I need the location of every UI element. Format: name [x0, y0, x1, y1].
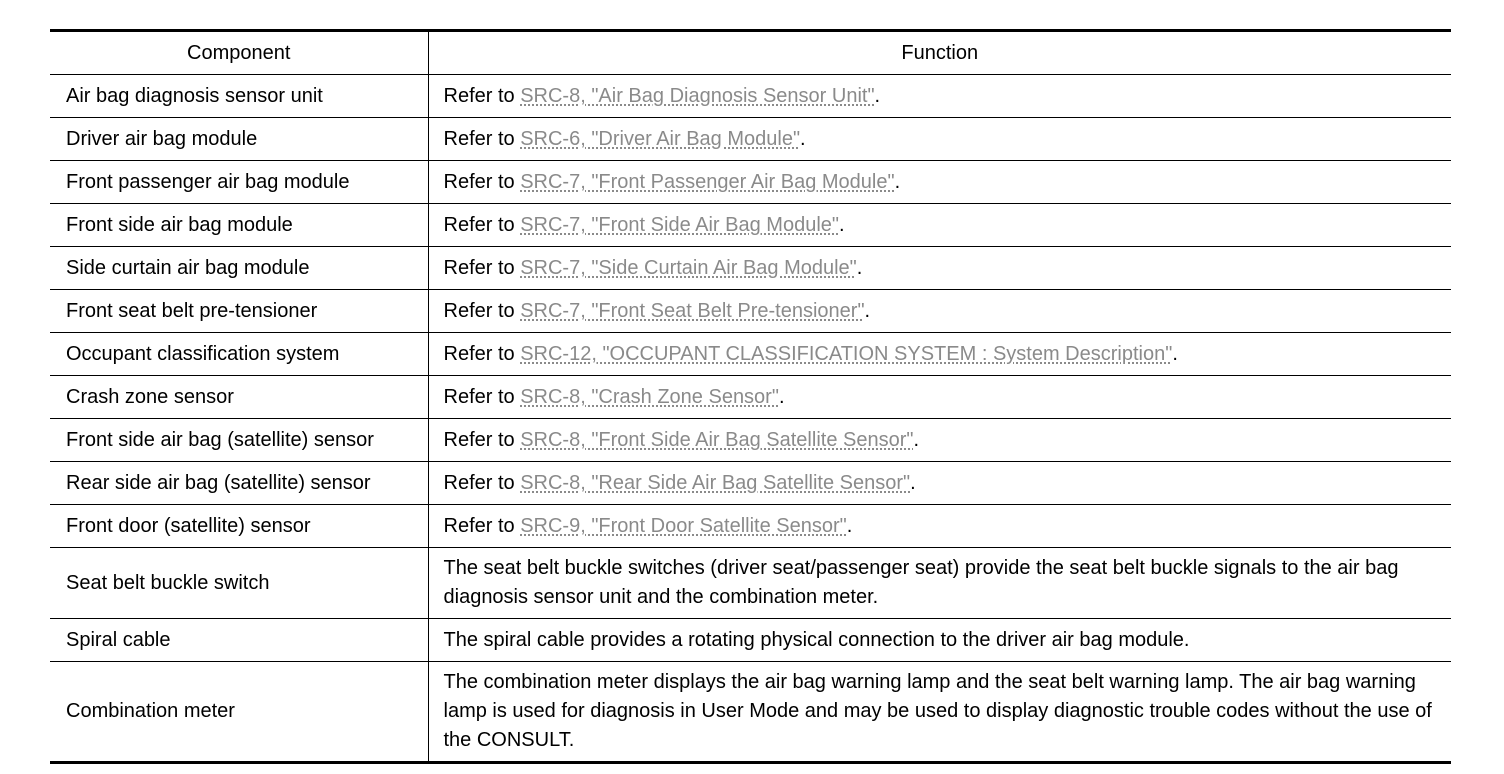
component-cell: Side curtain air bag module — [50, 247, 428, 290]
reference-link[interactable]: SRC-12, "OCCUPANT CLASSIFICATION SYSTEM : System Description" — [520, 342, 1173, 365]
table-row — [50, 247, 1451, 290]
component-cell: Seat belt buckle switch — [50, 548, 428, 619]
reference-link[interactable]: SRC-6, "Driver Air Bag Module" — [520, 127, 801, 150]
reference-link[interactable]: SRC-9, "Front Door Satellite Sensor" — [520, 514, 847, 537]
reference-suffix: . — [838, 213, 845, 236]
component-cell: Front passenger air bag module — [50, 161, 428, 204]
reference-suffix: . — [856, 256, 863, 279]
refer-prefix: Refer to — [443, 256, 521, 279]
component-cell: Crash zone sensor — [50, 376, 428, 419]
refer-prefix: Refer to — [443, 127, 521, 150]
reference-link[interactable]: SRC-7, "Front Side Air Bag Module" — [520, 213, 839, 236]
refer-prefix: Refer to — [443, 170, 521, 193]
function-cell: The seat belt buckle switches (driver seat/passenger seat) provide the seat belt buckle signals to the air bag diagnosis sensor unit and the combination meter. — [428, 548, 1451, 619]
table-row — [50, 204, 1451, 247]
function-cell: The spiral cable provides a rotating physical connection to the driver air bag module. — [428, 619, 1451, 662]
header-function: Function — [428, 31, 1451, 75]
reference-link[interactable]: SRC-8, "Front Side Air Bag Satellite Sensor" — [520, 428, 914, 451]
function-cell — [428, 333, 1451, 376]
table-row — [50, 662, 1451, 763]
function-cell: The combination meter displays the air bag warning lamp and the seat belt warning lamp. The air bag warning lamp is used for diagnosis in User Mode and may be used to display diagnostic trouble codes without the use of the CONSULT. — [428, 662, 1451, 763]
header-row — [50, 31, 1451, 75]
reference-suffix: . — [894, 170, 901, 193]
header-component: Component — [50, 31, 428, 75]
table-row — [50, 376, 1451, 419]
reference-link[interactable]: SRC-7, "Side Curtain Air Bag Module" — [520, 256, 857, 279]
function-cell — [428, 118, 1451, 161]
function-cell — [428, 419, 1451, 462]
reference-suffix: . — [910, 471, 916, 494]
function-cell — [428, 290, 1451, 333]
table-row — [50, 505, 1451, 548]
refer-prefix: Refer to — [443, 342, 521, 365]
component-cell: Front seat belt pre-tensioner — [50, 290, 428, 333]
table-body — [50, 75, 1451, 763]
reference-link[interactable]: SRC-8, "Rear Side Air Bag Satellite Sensor" — [520, 471, 911, 494]
component-cell: Front side air bag module — [50, 204, 428, 247]
table-row — [50, 619, 1451, 662]
function-cell — [428, 161, 1451, 204]
table-row — [50, 75, 1451, 118]
refer-prefix: Refer to — [443, 385, 521, 408]
reference-link[interactable]: SRC-7, "Front Seat Belt Pre-tensioner" — [520, 299, 865, 322]
refer-prefix: Refer to — [443, 213, 521, 236]
reference-suffix: . — [800, 127, 806, 150]
component-cell: Rear side air bag (satellite) sensor — [50, 462, 428, 505]
table-header — [50, 31, 1451, 75]
reference-suffix: . — [864, 299, 871, 322]
component-cell: Air bag diagnosis sensor unit — [50, 75, 428, 118]
component-cell: Driver air bag module — [50, 118, 428, 161]
component-cell: Front door (satellite) sensor — [50, 505, 428, 548]
table-row — [50, 419, 1451, 462]
table-row — [50, 290, 1451, 333]
table-row — [50, 333, 1451, 376]
component-cell: Spiral cable — [50, 619, 428, 662]
component-cell: Front side air bag (satellite) sensor — [50, 419, 428, 462]
table-row — [50, 548, 1451, 619]
component-cell: Occupant classification system — [50, 333, 428, 376]
reference-link[interactable]: SRC-7, "Front Passenger Air Bag Module" — [520, 170, 895, 193]
refer-prefix: Refer to — [443, 514, 521, 537]
refer-prefix: Refer to — [443, 299, 521, 322]
reference-link[interactable]: SRC-8, "Air Bag Diagnosis Sensor Unit" — [520, 84, 875, 107]
table-row — [50, 462, 1451, 505]
table-row — [50, 118, 1451, 161]
reference-suffix: . — [913, 428, 920, 451]
function-cell — [428, 462, 1451, 505]
reference-link[interactable]: SRC-8, "Crash Zone Sensor" — [520, 385, 779, 408]
reference-suffix: . — [846, 514, 853, 537]
component-cell: Combination meter — [50, 662, 428, 763]
reference-suffix: . — [778, 385, 785, 408]
function-cell — [428, 505, 1451, 548]
function-cell — [428, 75, 1451, 118]
refer-prefix: Refer to — [443, 84, 521, 107]
function-cell — [428, 247, 1451, 290]
reference-suffix: . — [1172, 342, 1178, 365]
function-cell — [428, 376, 1451, 419]
refer-prefix: Refer to — [443, 471, 521, 494]
table-row — [50, 161, 1451, 204]
reference-suffix: . — [874, 84, 881, 107]
refer-prefix: Refer to — [443, 428, 521, 451]
function-cell — [428, 204, 1451, 247]
component-function-table — [50, 29, 1451, 764]
